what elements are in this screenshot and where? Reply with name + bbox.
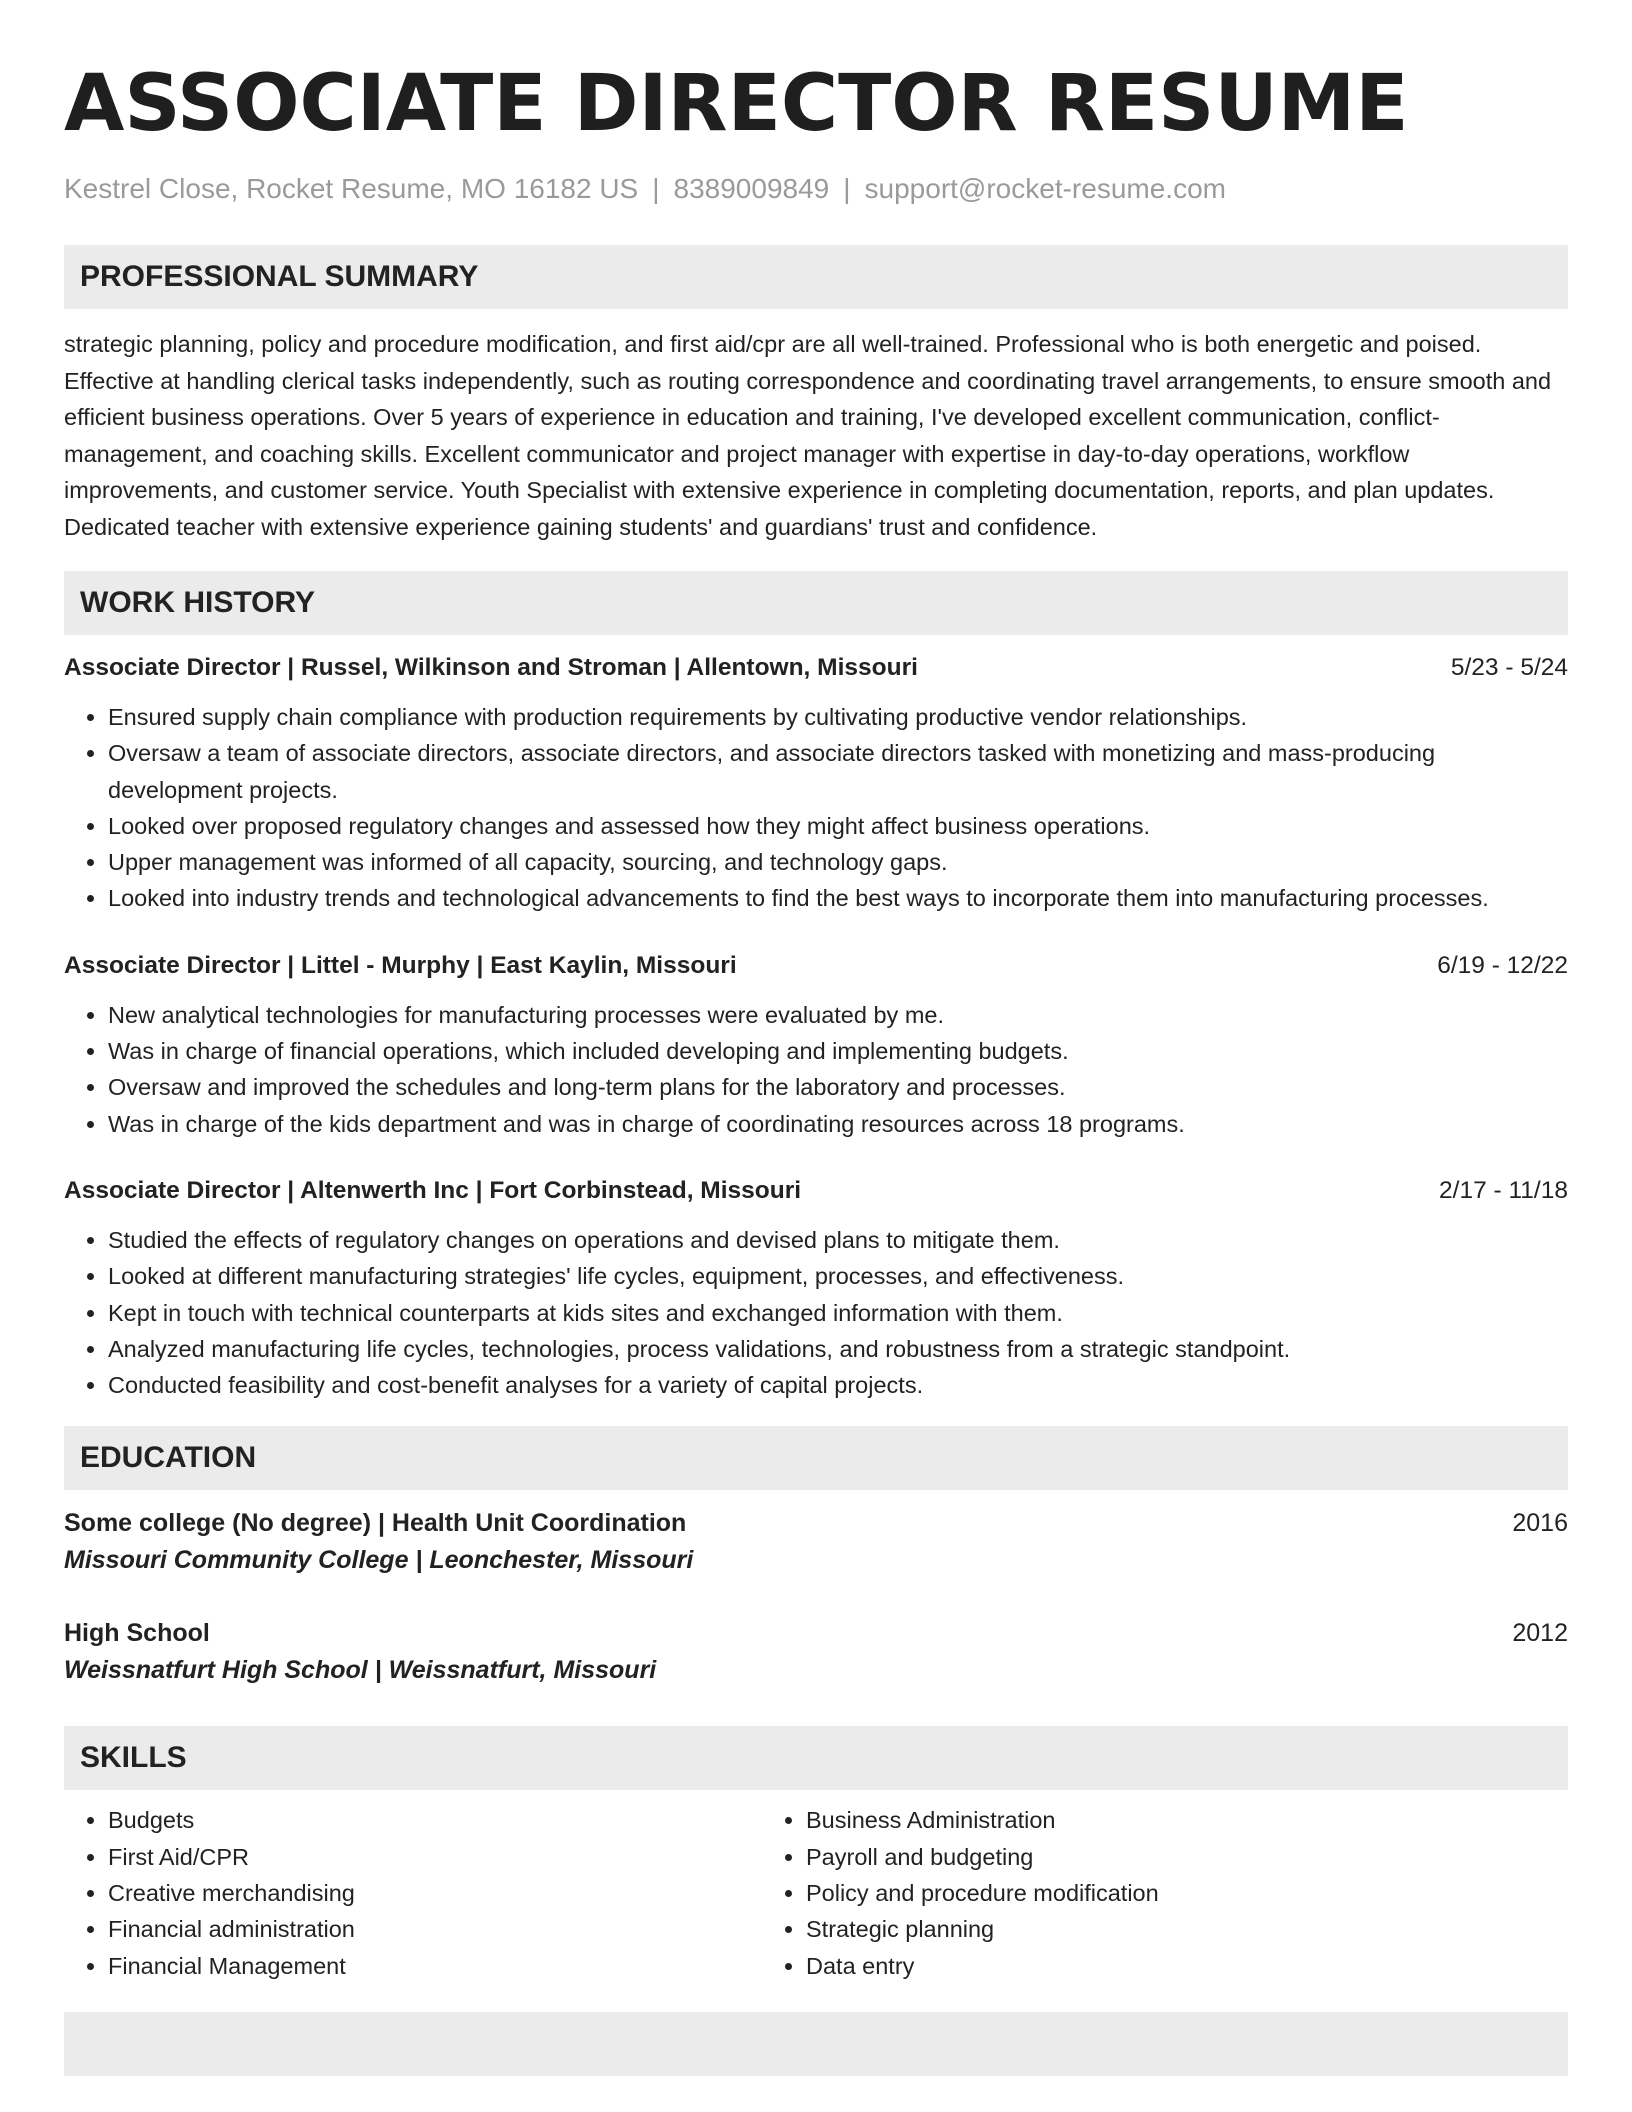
job-entry: [64, 949, 1568, 1142]
job-bullets: [64, 1222, 1568, 1403]
job-title: Associate Director | Altenwerth Inc | Fort Corbinstead, Missouri: [64, 1176, 802, 1204]
job-bullet: • New analytical technologies for manufacturing processes were evaluated by me.: [108, 997, 1568, 1033]
education-year: 2012: [1512, 1619, 1568, 1648]
job-bullet: • Was in charge of financial operations, which included developing and implementing budgets.: [108, 1033, 1568, 1069]
section-heading-cutoff: [64, 2012, 1568, 2076]
education-entry: [64, 1615, 1568, 1689]
job-bullet: • Looked into industry trends and technological advancements to find the best ways to incorporate them into manufacturing processes.: [108, 880, 1568, 916]
contact-phone: 8389009849: [673, 173, 830, 204]
job-dates: 5/23 - 5/24: [1450, 654, 1568, 681]
job-header: [64, 949, 1568, 983]
job-bullet: • Ensured supply chain compliance with production requirements by cultivating productive vendor relationships.: [108, 699, 1568, 735]
job-bullet: • Upper management was informed of all capacity, sourcing, and technology gaps.: [108, 844, 1568, 880]
job-bullets: [64, 997, 1568, 1142]
job-bullets: [64, 699, 1568, 917]
skill-item: • Budgets: [108, 1802, 762, 1838]
resume-title: ASSOCIATE DIRECTOR RESUME: [64, 59, 1409, 149]
section-heading-work-history: WORK HISTORY: [64, 571, 1568, 635]
job-header: [64, 1174, 1568, 1208]
skill-item: • First Aid/CPR: [108, 1839, 762, 1875]
education-header: [64, 1615, 1568, 1651]
job-bullet: • Looked over proposed regulatory changes and assessed how they might affect business operations.: [108, 808, 1568, 844]
contact-line: [64, 172, 1568, 206]
skill-item: • Financial Management: [108, 1948, 762, 1984]
education-school: Weissnatfurt High School | Weissnatfurt, Missouri: [64, 1656, 657, 1685]
skill-item: • Data entry: [806, 1948, 1159, 1984]
education-year: 2016: [1512, 1509, 1568, 1538]
skill-item: • Payroll and budgeting: [806, 1839, 1159, 1875]
contact-separator: |: [843, 173, 851, 204]
job-header: [64, 651, 1568, 685]
section-heading-summary: PROFESSIONAL SUMMARY: [64, 245, 1568, 309]
job-bullet: • Was in charge of the kids department and was in charge of coordinating resources across 18 programs.: [108, 1106, 1568, 1142]
job-bullet: • Kept in touch with technical counterparts at kids sites and exchanged information with them.: [108, 1295, 1568, 1331]
contact-email[interactable]: support@rocket-resume.com: [864, 173, 1226, 204]
skills-list: [64, 1802, 1568, 1983]
job-bullet: • Conducted feasibility and cost-benefit analyses for a variety of capital projects.: [108, 1367, 1568, 1403]
job-bullet: • Oversaw and improved the schedules and long-term plans for the laboratory and processes.: [108, 1069, 1568, 1105]
skill-item: • Strategic planning: [806, 1911, 1159, 1947]
skill-item: • Financial administration: [108, 1911, 762, 1947]
summary-text: strategic planning, policy and procedure modification, and first aid/cpr are all well-trained. Professional who is both energetic and poised. Effective at handling clerical tasks independently, such as routing correspondence and coordinating travel arrangements, to ensure smooth and efficient business operations. Over 5 years of experience in education and training, I've developed excellent communication, conflict-management, and coaching skills. Excellent communicator and project manager with expertise in day-to-day operations, workflow improvements, and customer service. Youth Specialist with extensive experience in completing documentation, reports, and plan updates. Dedicated teacher with extensive experience gaining students' and guardians' trust and confidence.: [64, 331, 1552, 540]
section-heading-education: EDUCATION: [64, 1426, 1568, 1490]
education-degree: High School: [64, 1619, 210, 1648]
education-degree: Some college (No degree) | Health Unit Coordination: [64, 1509, 687, 1538]
job-bullet: • Studied the effects of regulatory changes on operations and devised plans to mitigate them.: [108, 1222, 1568, 1258]
job-title: Associate Director | Russel, Wilkinson and Stroman | Allentown, Missouri: [64, 654, 918, 681]
education-school: Missouri Community College | Leonchester, Missouri: [64, 1546, 694, 1575]
contact-separator: |: [652, 173, 660, 204]
skills-column-left: [64, 1802, 762, 1983]
job-dates: 2/17 - 11/18: [1439, 1176, 1568, 1204]
skills-column-right: [762, 1802, 1159, 1983]
job-entry: [64, 651, 1568, 917]
skill-item: • Policy and procedure modification: [806, 1875, 1159, 1911]
job-title: Associate Director | Littel - Murphy | East Kaylin, Missouri: [64, 951, 737, 979]
job-bullet: • Analyzed manufacturing life cycles, technologies, process validations, and robustness from a strategic standpoint.: [108, 1331, 1568, 1367]
job-bullet: • Looked at different manufacturing strategies' life cycles, equipment, processes, and effectiveness.: [108, 1258, 1568, 1294]
contact-address: Kestrel Close, Rocket Resume, MO 16182 US: [64, 173, 639, 204]
skill-item: • Business Administration: [806, 1802, 1159, 1838]
section-heading-skills: SKILLS: [64, 1726, 1568, 1790]
education-header: [64, 1505, 1568, 1541]
job-dates: 6/19 - 12/22: [1437, 951, 1568, 979]
education-entry: [64, 1505, 1568, 1579]
job-bullet: • Oversaw a team of associate directors, associate directors, and associate directors tasked with monetizing and mass-producing development projects.: [108, 735, 1568, 808]
job-entry: [64, 1174, 1568, 1403]
skill-item: • Creative merchandising: [108, 1875, 762, 1911]
